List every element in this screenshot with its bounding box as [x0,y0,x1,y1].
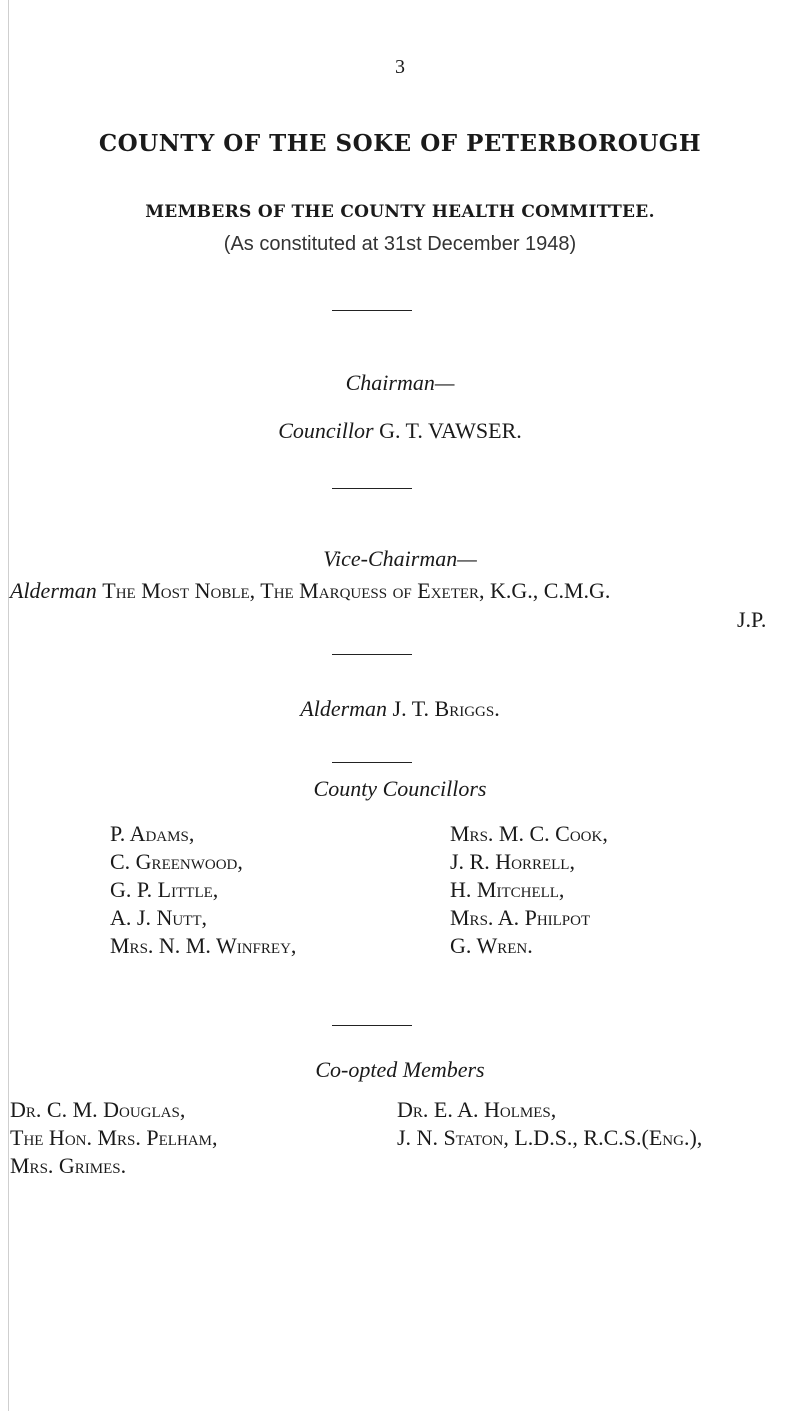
alderman-name: J. T. Briggs. [392,696,500,721]
list-item: Mrs. M. C. Cook, [450,821,608,846]
list-item: Dr. E. A. Holmes, [397,1097,557,1122]
vice-chairman-name: The Most Noble, The Marquess of Exeter, K.G., C.M.G. [102,578,611,603]
vice-chairman-line [10,578,610,604]
vice-chairman-prefix: Alderman [10,578,97,603]
list-item: Mrs. Grimes. [10,1153,127,1178]
list-item: G. Wren. [450,933,533,958]
list-item: H. Mitchell, [450,877,565,902]
list-item: J. N. Staton, L.D.S., R.C.S.(Eng.), [397,1125,703,1150]
divider [332,654,412,655]
co-opted-heading: Co-opted Members [315,1057,485,1082]
list-item: P. Adams, [110,821,195,846]
chairman-heading: Chairman— [345,370,455,395]
divider [332,310,412,311]
list-item: Dr. C. M. Douglas, [10,1097,186,1122]
constituted-date: (As constituted at 31st December 1948) [223,233,577,255]
divider [332,762,412,763]
list-item: J. R. Horrell, [450,849,575,874]
list-item: Mrs. N. M. Winfrey, [110,933,297,958]
committee-subtitle: MEMBERS OF THE COUNTY HEALTH COMMITTEE. [145,202,655,222]
chairman-prefix: Councillor [278,418,374,443]
list-item: C. Greenwood, [110,849,243,874]
alderman-briggs-line [0,696,800,722]
list-item: G. P. Little, [110,877,219,902]
page-title: COUNTY OF THE SOKE OF PETERBOROUGH [98,130,702,157]
list-item: A. J. Nutt, [110,905,207,930]
chairman-line [0,418,800,444]
county-councillors-heading: County Councillors [313,776,487,801]
list-item: The Hon. Mrs. Pelham, [10,1125,218,1150]
divider [332,1025,412,1026]
chairman-name: G. T. VAWSER. [379,418,522,443]
co-opted-right-column [397,1096,797,1152]
councillors-left-column [110,820,440,960]
list-item: Mrs. A. Philpot [450,905,591,930]
co-opted-left-column [10,1096,370,1180]
vice-chairman-suffix: J.P. [737,607,767,632]
councillors-right-column [450,820,780,960]
page-number: 3 [395,56,405,78]
vice-chairman-heading: Vice-Chairman— [323,546,477,571]
divider [332,488,412,489]
alderman-prefix: Alderman [300,696,388,721]
